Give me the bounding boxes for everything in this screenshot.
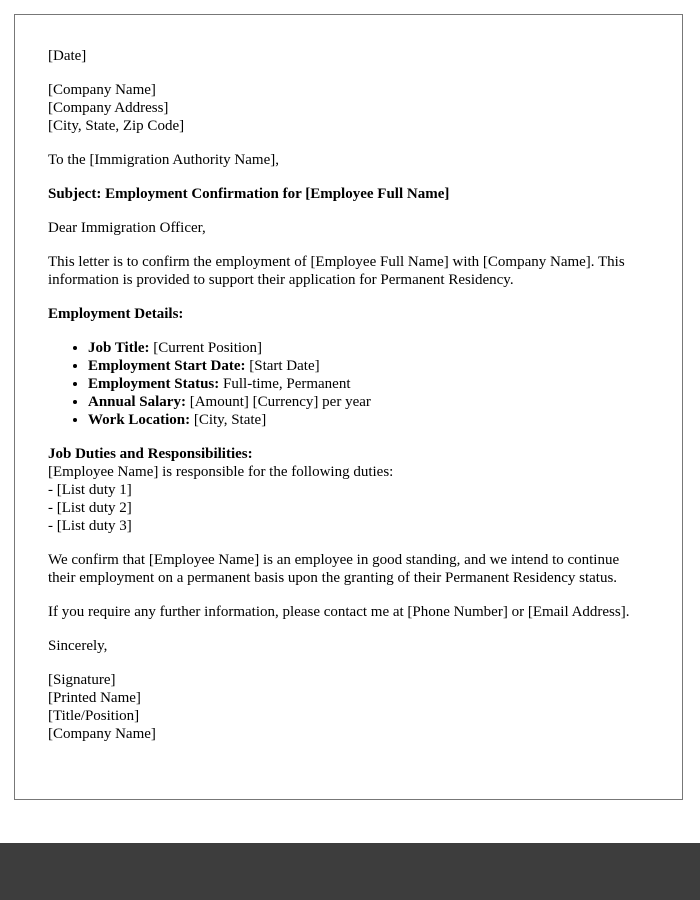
sender-city-state-zip: [City, State, Zip Code] [48,118,185,134]
salutation-line: Dear Immigration Officer, [48,220,206,236]
detail-start-date [88,357,649,375]
subject-line [48,185,649,203]
detail-value: [Amount] [Currency] per year [189,394,371,410]
detail-value: [Current Position] [153,340,263,356]
duty-item-2: - [List duty 2] [48,500,132,516]
detail-value: [City, State] [193,412,267,428]
subject-text: Subject: Employment Confirmation for [Employee Full Name] [48,186,450,202]
contact-paragraph: If you require any further information, please contact me at [Phone Number] or [Email Address]. [48,604,630,620]
duties-heading: Job Duties and Responsibilities: [48,446,253,462]
detail-value: [Start Date] [249,358,320,374]
detail-label: Work Location: [88,412,191,428]
closing-line: Sincerely, [48,638,108,654]
intro-paragraph: This letter is to confirm the employment of [Employee Full Name] with [Company Name]. This information is provided to support their application for Permanent Residency. [48,254,625,288]
bottom-bar [0,843,700,900]
sender-company-address: [Company Address] [48,100,169,116]
employment-details-heading [48,305,649,323]
letter-page [14,14,683,800]
duty-item-1: - [List duty 1] [48,482,132,498]
detail-label: Employment Start Date: [88,358,246,374]
detail-employment-status [88,375,649,393]
detail-work-location [88,411,649,429]
standing-paragraph: We confirm that [Employee Name] is an employee in good standing, and we intend to continue their employment on a permanent basis upon the granting of their Permanent Residency status. [48,552,620,586]
signature-block [48,671,649,743]
signature-company-name-line: [Company Name] [48,726,156,742]
recipient-line: To the [Immigration Authority Name], [48,152,279,168]
signature-line: [Signature] [48,672,116,688]
employment-details-list [48,339,649,429]
date-line: [Date] [48,48,87,64]
detail-job-title [88,339,649,357]
detail-value: Full-time, Permanent [223,376,351,392]
sender-company-name: [Company Name] [48,82,156,98]
detail-annual-salary [88,393,649,411]
printed-name-line: [Printed Name] [48,690,141,706]
detail-label: Employment Status: [88,376,220,392]
sender-block [48,81,649,135]
duties-intro: [Employee Name] is responsible for the following duties: [48,464,394,480]
title-position-line: [Title/Position] [48,708,140,724]
detail-label: Annual Salary: [88,394,186,410]
duties-block [48,445,649,535]
detail-label: Job Title: [88,340,150,356]
employment-details-heading-text: Employment Details: [48,306,184,322]
duty-item-3: - [List duty 3] [48,518,132,534]
